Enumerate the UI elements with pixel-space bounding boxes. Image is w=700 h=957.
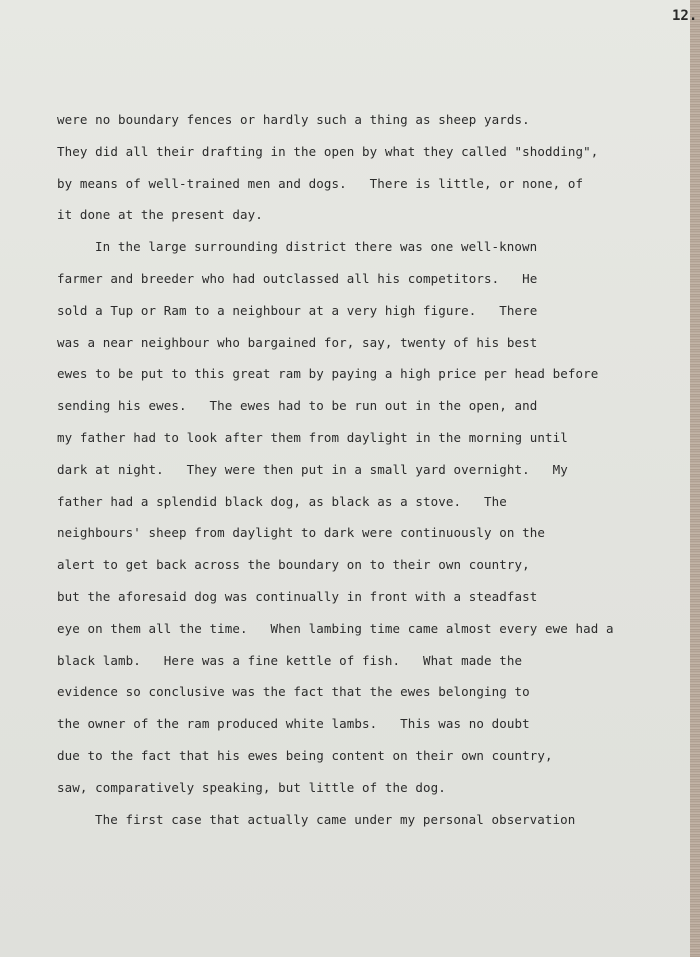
text-line: my father had to look after them from daylight in the morning until [57, 429, 568, 445]
text-line: The first case that actually came under my personal observation [95, 811, 576, 827]
text-line: In the large surrounding district there was one well-known [95, 239, 538, 255]
text-line: They did all their drafting in the open by what they called "shodding", [57, 143, 599, 159]
text-line: black lamb. Here was a fine kettle of fish. What made the [57, 652, 523, 668]
text-line: sending his ewes. The ewes had to be run out in the open, and [57, 398, 538, 414]
text-line: dark at night. They were then put in a small yard overnight. My [57, 461, 568, 477]
text-line: eye on them all the time. When lambing time came almost every ewe had a [57, 620, 614, 636]
text-line: evidence so conclusive was the fact that the ewes belonging to [57, 684, 530, 700]
text-line: it done at the present day. [57, 207, 263, 223]
text-line: sold a Tup or Ram to a neighbour at a very high figure. There [57, 302, 538, 318]
text-line: was a near neighbour who bargained for, say, twenty of his best [57, 334, 538, 350]
text-line: farmer and breeder who had outclassed all his competitors. He [57, 270, 538, 286]
text-line: due to the fact that his ewes being content on their own country, [57, 747, 553, 763]
page-number: 12. [672, 8, 698, 24]
text-line: were no boundary fences or hardly such a thing as sheep yards. [57, 112, 530, 127]
text-line: saw, comparatively speaking, but little of the dog. [57, 779, 446, 795]
text-line: alert to get back across the boundary on to their own country, [57, 557, 530, 573]
page-edge-binding [690, 0, 700, 957]
text-line: father had a splendid black dog, as black as a stove. The [57, 493, 507, 509]
text-line: by means of well-trained men and dogs. There is little, or none, of [57, 175, 584, 191]
text-line: but the aforesaid dog was continually in front with a steadfast [57, 588, 538, 604]
text-line: ewes to be put to this great ram by paying a high price per head before [57, 366, 599, 382]
text-line: the owner of the ram produced white lambs. This was no doubt [57, 716, 530, 732]
typewritten-body-text [57, 104, 657, 835]
text-line: neighbours' sheep from daylight to dark were continuously on the [57, 525, 546, 541]
